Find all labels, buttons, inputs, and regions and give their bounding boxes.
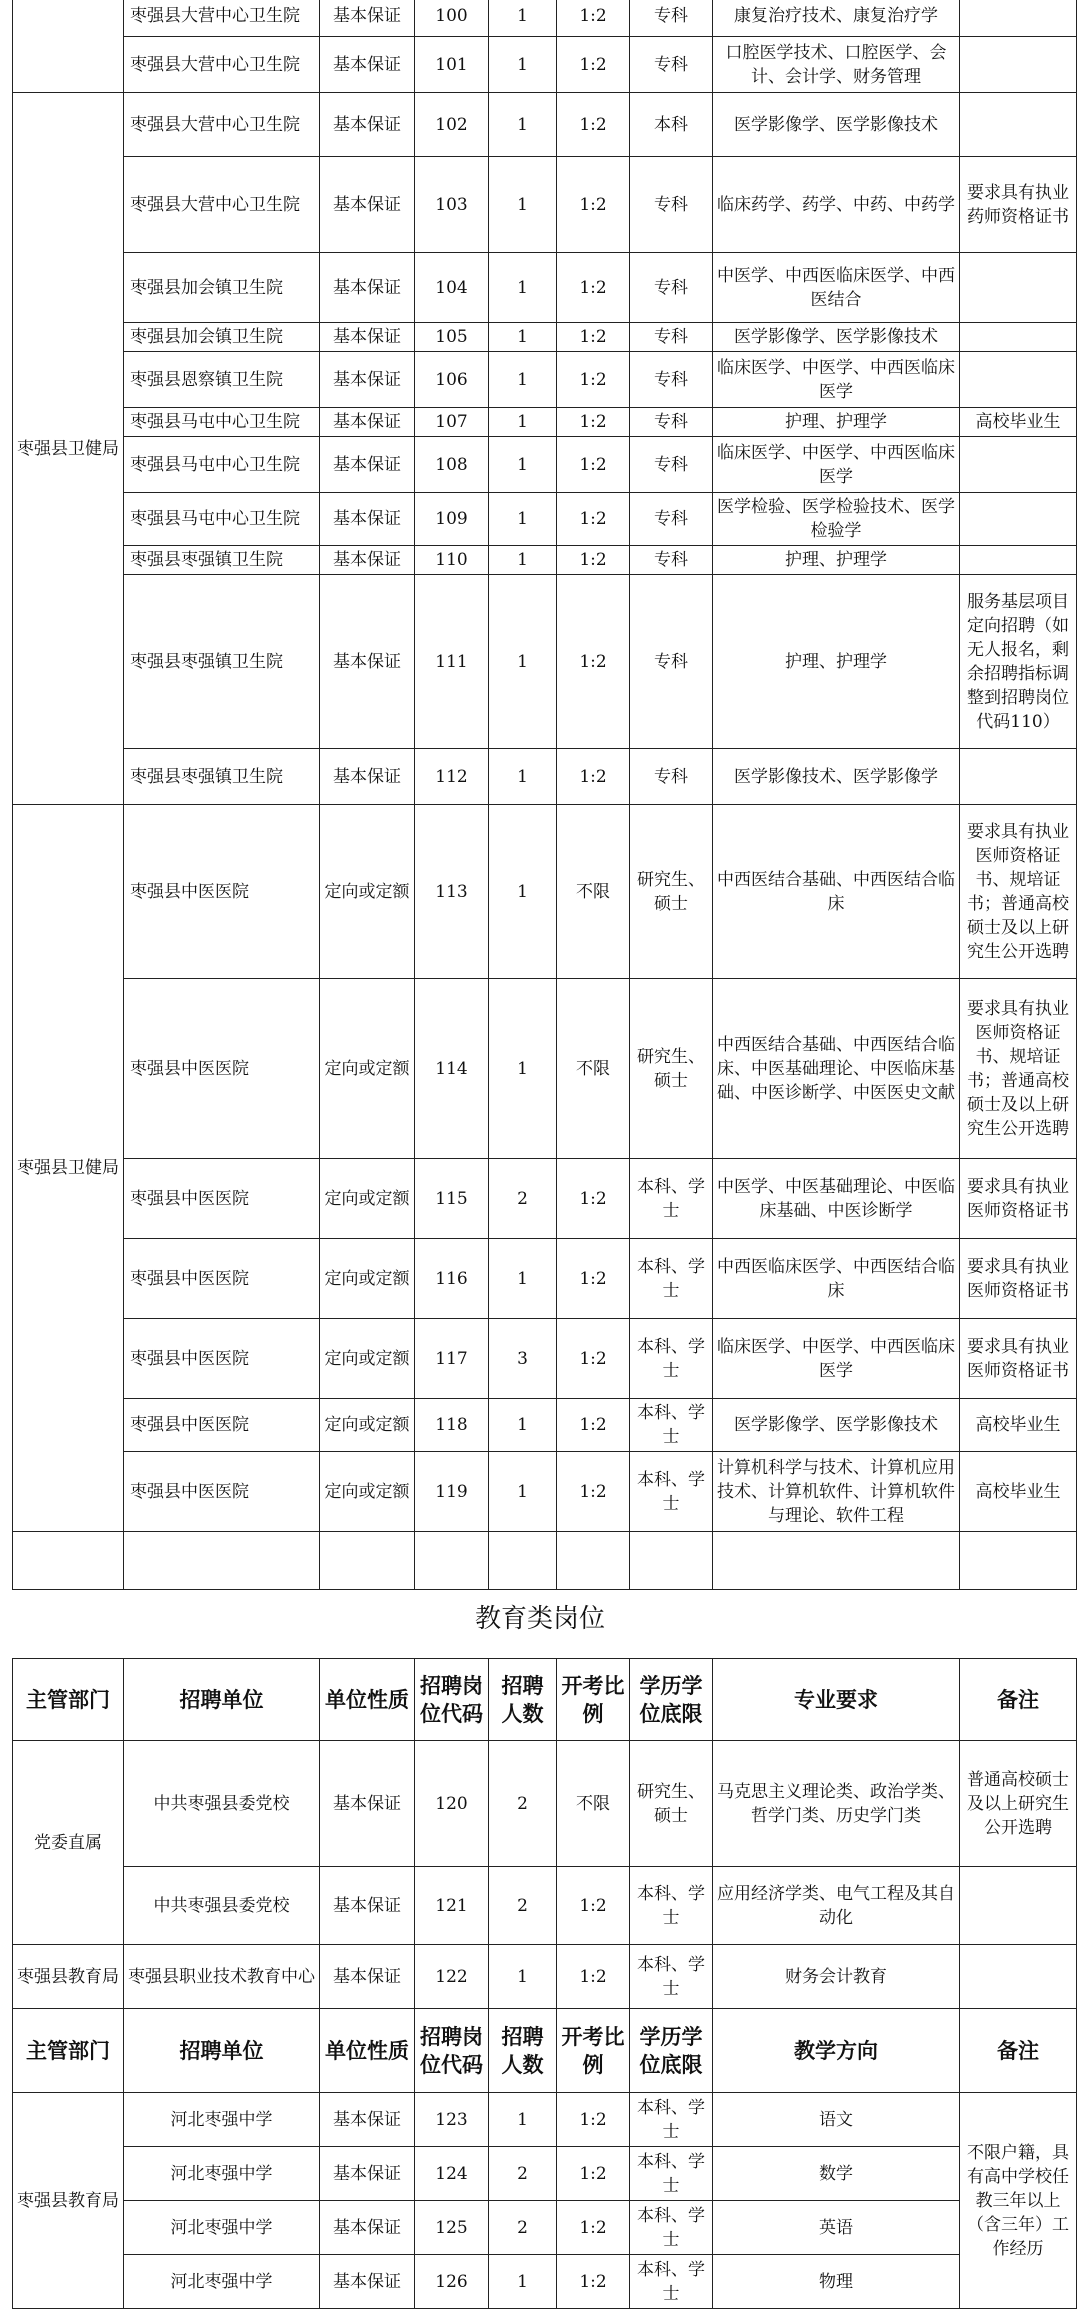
code-cell: 106 [415,352,489,408]
ratio-cell: 不限 [557,1741,630,1867]
major-cell: 临床医学、中医学、中西医临床医学 [713,352,960,408]
table-row [13,0,1077,37]
edu-cell: 专科 [630,352,713,408]
major-cell: 医学影像学、医学影像技术 [713,93,960,157]
table-row [13,37,1077,93]
nature-cell: 基本保证 [320,2093,415,2147]
unit-cell: 枣强县中医医院 [124,1399,320,1452]
major-cell: 护理、护理学 [713,575,960,749]
ratio-cell: 1:2 [557,2201,630,2255]
major-cell: 财务会计教育 [713,1945,960,2009]
note-cell: 高校毕业生 [960,1399,1077,1452]
table-row [13,323,1077,352]
nature-cell: 基本保证 [320,408,415,437]
major-cell: 中医学、中西医临床医学、中西医结合 [713,253,960,323]
count-cell: 1 [489,546,557,575]
major-cell: 医学检验、医学检验技术、医学检验学 [713,493,960,546]
count-cell: 1 [489,1239,557,1319]
unit-cell: 枣强县马屯中心卫生院 [124,408,320,437]
count-cell: 1 [489,2255,557,2309]
empty-cell [960,1532,1077,1590]
header-unit: 招聘单位 [124,2009,320,2093]
edu-cell: 专科 [630,253,713,323]
ratio-cell: 1:2 [557,0,630,37]
note-cell [960,437,1077,493]
ratio-cell: 1:2 [557,408,630,437]
header-direction: 教学方向 [713,2009,960,2093]
health-posts-table [12,0,1077,1590]
nature-cell: 定向或定额 [320,805,415,979]
unit-cell: 枣强县中医医院 [124,979,320,1159]
header-nature: 单位性质 [320,1659,415,1741]
table-row [13,575,1077,749]
unit-cell: 河北枣强中学 [124,2147,320,2201]
header-note: 备注 [960,1659,1077,1741]
empty-cell [557,1532,630,1590]
major-cell: 临床药学、药学、中药、中药学 [713,157,960,253]
code-cell: 105 [415,323,489,352]
note-cell: 要求具有执业药师资格证书 [960,157,1077,253]
note-cell [960,749,1077,805]
ratio-cell: 1:2 [557,1945,630,2009]
major-cell: 中西医结合基础、中西医结合临床、中医基础理论、中医临床基础、中医诊断学、中医医史文献 [713,979,960,1159]
header-edu: 学历学位底限 [630,2009,713,2093]
header-ratio: 开考比例 [557,1659,630,1741]
header-dept: 主管部门 [13,2009,124,2093]
edu-cell: 本科、学士 [630,1239,713,1319]
code-cell: 102 [415,93,489,157]
count-cell: 1 [489,1452,557,1532]
dept-cell: 枣强县卫健局 [13,805,124,1532]
major-cell: 医学影像学、医学影像技术 [713,1399,960,1452]
empty-cell [415,1532,489,1590]
nature-cell: 基本保证 [320,1741,415,1867]
code-cell: 101 [415,37,489,93]
unit-cell: 枣强县大营中心卫生院 [124,37,320,93]
code-cell: 116 [415,1239,489,1319]
header-unit: 招聘单位 [124,1659,320,1741]
nature-cell: 基本保证 [320,93,415,157]
nature-cell: 定向或定额 [320,1399,415,1452]
edu-cell: 专科 [630,37,713,93]
table-row [13,352,1077,408]
major-cell: 护理、护理学 [713,546,960,575]
nature-cell: 基本保证 [320,323,415,352]
ratio-cell: 1:2 [557,2147,630,2201]
note-cell [960,0,1077,37]
table-row [13,408,1077,437]
count-cell: 3 [489,1319,557,1399]
major-cell: 护理、护理学 [713,408,960,437]
nature-cell: 基本保证 [320,749,415,805]
edu-cell: 专科 [630,157,713,253]
code-cell: 112 [415,749,489,805]
note-cell: 要求具有执业医师资格证书 [960,1319,1077,1399]
note-cell: 高校毕业生 [960,408,1077,437]
code-cell: 123 [415,2093,489,2147]
ratio-cell: 1:2 [557,253,630,323]
major-cell: 临床医学、中医学、中西医临床医学 [713,437,960,493]
nature-cell: 基本保证 [320,253,415,323]
empty-cell [13,1532,124,1590]
note-cell [960,546,1077,575]
header-major: 专业要求 [713,1659,960,1741]
code-cell: 109 [415,493,489,546]
edu-cell: 研究生、硕士 [630,805,713,979]
dept-cell [13,0,124,93]
note-cell [960,37,1077,93]
code-cell: 107 [415,408,489,437]
code-cell: 115 [415,1159,489,1239]
ratio-cell: 1:2 [557,2255,630,2309]
table-row [13,1452,1077,1532]
note-cell: 普通高校硕士及以上研究生公开选聘 [960,1741,1077,1867]
major-cell: 医学影像学、医学影像技术 [713,323,960,352]
empty-cell [320,1532,415,1590]
nature-cell: 定向或定额 [320,1452,415,1532]
nature-cell: 基本保证 [320,157,415,253]
code-cell: 125 [415,2201,489,2255]
ratio-cell: 1:2 [557,1399,630,1452]
major-cell: 马克思主义理论类、政治学类、哲学门类、历史学门类 [713,1741,960,1867]
count-cell: 1 [489,323,557,352]
edu-cell: 本科、学士 [630,2093,713,2147]
code-cell: 104 [415,253,489,323]
header-dept: 主管部门 [13,1659,124,1741]
nature-cell: 基本保证 [320,575,415,749]
table-row [13,979,1077,1159]
count-cell: 1 [489,575,557,749]
table-row [13,805,1077,979]
major-cell: 英语 [713,2201,960,2255]
nature-cell: 基本保证 [320,546,415,575]
education-posts-table [12,1658,1077,2309]
ratio-cell: 不限 [557,979,630,1159]
edu-cell: 本科、学士 [630,1399,713,1452]
count-cell: 1 [489,2093,557,2147]
table-row [13,493,1077,546]
code-cell: 122 [415,1945,489,2009]
count-cell: 1 [489,253,557,323]
unit-cell: 枣强县枣强镇卫生院 [124,575,320,749]
unit-cell: 枣强县加会镇卫生院 [124,253,320,323]
code-cell: 118 [415,1399,489,1452]
dept-cell: 党委直属 [13,1741,124,1945]
note-cell: 要求具有执业医师资格证书、规培证书；普通高校硕士及以上研究生公开选聘 [960,979,1077,1159]
table-row [13,2255,1077,2309]
code-cell: 110 [415,546,489,575]
nature-cell: 基本保证 [320,2201,415,2255]
dept-cell: 枣强县卫健局 [13,93,124,805]
note-cell [960,253,1077,323]
unit-cell: 枣强县中医医院 [124,1319,320,1399]
nature-cell: 基本保证 [320,0,415,37]
ratio-cell: 1:2 [557,1452,630,1532]
major-cell: 康复治疗技术、康复治疗学 [713,0,960,37]
unit-cell: 枣强县大营中心卫生院 [124,93,320,157]
table-row [13,2093,1077,2147]
ratio-cell: 1:2 [557,1159,630,1239]
empty-cell [489,1532,557,1590]
edu-cell: 本科、学士 [630,2147,713,2201]
dept-cell: 枣强县教育局 [13,1945,124,2009]
count-cell: 1 [489,352,557,408]
unit-cell: 枣强县中医医院 [124,1452,320,1532]
edu-cell: 本科、学士 [630,2201,713,2255]
nature-cell: 基本保证 [320,1945,415,2009]
nature-cell: 定向或定额 [320,1239,415,1319]
unit-cell: 枣强县枣强镇卫生院 [124,749,320,805]
ratio-cell: 1:2 [557,323,630,352]
table-header-row [13,1659,1077,1741]
table-row [13,2201,1077,2255]
ratio-cell: 1:2 [557,157,630,253]
ratio-cell: 1:2 [557,1319,630,1399]
nature-cell: 定向或定额 [320,979,415,1159]
note-cell: 要求具有执业医师资格证书 [960,1159,1077,1239]
major-cell: 中医学、中医基础理论、中医临床基础、中医诊断学 [713,1159,960,1239]
count-cell: 1 [489,437,557,493]
nature-cell: 基本保证 [320,2255,415,2309]
unit-cell: 枣强县大营中心卫生院 [124,157,320,253]
unit-cell: 河北枣强中学 [124,2201,320,2255]
nature-cell: 定向或定额 [320,1159,415,1239]
code-cell: 119 [415,1452,489,1532]
table-row [13,93,1077,157]
edu-cell: 专科 [630,323,713,352]
nature-cell: 基本保证 [320,1867,415,1945]
major-cell: 计算机科学与技术、计算机应用技术、计算机软件、计算机软件与理论、软件工程 [713,1452,960,1532]
edu-cell: 专科 [630,493,713,546]
table-row [13,1319,1077,1399]
major-cell: 语文 [713,2093,960,2147]
code-cell: 124 [415,2147,489,2201]
unit-cell: 枣强县枣强镇卫生院 [124,546,320,575]
dept-cell: 枣强县教育局 [13,2093,124,2309]
header-edu: 学历学位底限 [630,1659,713,1741]
nature-cell: 定向或定额 [320,1319,415,1399]
count-cell: 1 [489,157,557,253]
code-cell: 121 [415,1867,489,1945]
edu-cell: 本科、学士 [630,1452,713,1532]
edu-cell: 研究生、硕士 [630,979,713,1159]
major-cell: 应用经济学类、电气工程及其自动化 [713,1867,960,1945]
table-row [13,1741,1077,1867]
edu-cell: 本科、学士 [630,1159,713,1239]
nature-cell: 基本保证 [320,37,415,93]
edu-cell: 专科 [630,0,713,37]
count-cell: 1 [489,0,557,37]
note-cell: 高校毕业生 [960,1452,1077,1532]
ratio-cell: 1:2 [557,493,630,546]
unit-cell: 中共枣强县委党校 [124,1741,320,1867]
note-cell [960,493,1077,546]
header-count: 招聘人数 [489,1659,557,1741]
unit-cell: 枣强县马屯中心卫生院 [124,493,320,546]
edu-cell: 专科 [630,408,713,437]
note-cell: 服务基层项目定向招聘（如无人报名，剩余招聘指标调整到招聘岗位代码110） [960,575,1077,749]
major-cell: 口腔医学技术、口腔医学、会计、会计学、财务管理 [713,37,960,93]
ratio-cell: 1:2 [557,2093,630,2147]
code-cell: 120 [415,1741,489,1867]
count-cell: 2 [489,2147,557,2201]
nature-cell: 基本保证 [320,493,415,546]
major-cell: 数学 [713,2147,960,2201]
unit-cell: 枣强县马屯中心卫生院 [124,437,320,493]
edu-cell: 本科 [630,93,713,157]
count-cell: 2 [489,1741,557,1867]
count-cell: 1 [489,805,557,979]
header-ratio: 开考比例 [557,2009,630,2093]
note-cell: 要求具有执业医师资格证书 [960,1239,1077,1319]
unit-cell: 中共枣强县委党校 [124,1867,320,1945]
major-cell: 物理 [713,2255,960,2309]
ratio-cell: 1:2 [557,1239,630,1319]
code-cell: 113 [415,805,489,979]
edu-cell: 专科 [630,437,713,493]
count-cell: 1 [489,1945,557,2009]
major-cell: 中西医结合基础、中西医结合临床 [713,805,960,979]
nature-cell: 基本保证 [320,437,415,493]
header-code: 招聘岗位代码 [415,1659,489,1741]
edu-cell: 本科、学士 [630,1867,713,1945]
table-header-row [13,2009,1077,2093]
unit-cell: 枣强县中医医院 [124,1159,320,1239]
header-code: 招聘岗位代码 [415,2009,489,2093]
note-cell: 要求具有执业医师资格证书、规培证书；普通高校硕士及以上研究生公开选聘 [960,805,1077,979]
ratio-cell: 1:2 [557,749,630,805]
empty-cell [713,1532,960,1590]
unit-cell: 枣强县加会镇卫生院 [124,323,320,352]
empty-cell [630,1532,713,1590]
ratio-cell: 1:2 [557,437,630,493]
note-cell [960,352,1077,408]
table-row [13,1159,1077,1239]
unit-cell: 河北枣强中学 [124,2255,320,2309]
table-row [13,1945,1077,2009]
edu-cell: 研究生、硕士 [630,1741,713,1867]
ratio-cell: 1:2 [557,93,630,157]
note-cell [960,1867,1077,1945]
nature-cell: 基本保证 [320,352,415,408]
ratio-cell: 1:2 [557,546,630,575]
section-title: 教育类岗位 [474,1604,605,1634]
code-cell: 100 [415,0,489,37]
ratio-cell: 1:2 [557,1867,630,1945]
note-cell [960,323,1077,352]
table-row [13,546,1077,575]
table-row [13,253,1077,323]
count-cell: 1 [489,93,557,157]
note-cell [960,93,1077,157]
unit-cell: 枣强县恩察镇卫生院 [124,352,320,408]
table-row [13,749,1077,805]
major-cell: 中西医临床医学、中西医结合临床 [713,1239,960,1319]
count-cell: 1 [489,979,557,1159]
count-cell: 1 [489,749,557,805]
code-cell: 111 [415,575,489,749]
code-cell: 117 [415,1319,489,1399]
table-row [13,2147,1077,2201]
edu-cell: 本科、学士 [630,1945,713,2009]
count-cell: 1 [489,493,557,546]
unit-cell: 枣强县职业技术教育中心 [124,1945,320,2009]
note-cell [960,1945,1077,2009]
code-cell: 114 [415,979,489,1159]
header-count: 招聘人数 [489,2009,557,2093]
major-cell: 医学影像技术、医学影像学 [713,749,960,805]
edu-cell: 专科 [630,575,713,749]
ratio-cell: 1:2 [557,575,630,749]
unit-cell: 枣强县中医医院 [124,805,320,979]
table-row [13,437,1077,493]
code-cell: 126 [415,2255,489,2309]
count-cell: 1 [489,1399,557,1452]
unit-cell: 枣强县大营中心卫生院 [124,0,320,37]
table-row [13,1867,1077,1945]
unit-cell: 枣强县中医医院 [124,1239,320,1319]
code-cell: 103 [415,157,489,253]
header-note: 备注 [960,2009,1077,2093]
table-row [13,157,1077,253]
edu-cell: 专科 [630,546,713,575]
ratio-cell: 1:2 [557,37,630,93]
note-cell: 不限户籍，具有高中学校任教三年以上（含三年）工作经历 [960,2093,1077,2309]
header-nature: 单位性质 [320,2009,415,2093]
ratio-cell: 不限 [557,805,630,979]
empty-row [13,1532,1077,1590]
count-cell: 1 [489,37,557,93]
empty-cell [124,1532,320,1590]
count-cell: 2 [489,2201,557,2255]
count-cell: 2 [489,1867,557,1945]
unit-cell: 河北枣强中学 [124,2093,320,2147]
nature-cell: 基本保证 [320,2147,415,2201]
edu-cell: 本科、学士 [630,1319,713,1399]
major-cell: 临床医学、中医学、中西医临床医学 [713,1319,960,1399]
edu-cell: 专科 [630,749,713,805]
ratio-cell: 1:2 [557,352,630,408]
count-cell: 2 [489,1159,557,1239]
table-row [13,1239,1077,1319]
edu-cell: 本科、学士 [630,2255,713,2309]
table-row [13,1399,1077,1452]
count-cell: 1 [489,408,557,437]
code-cell: 108 [415,437,489,493]
